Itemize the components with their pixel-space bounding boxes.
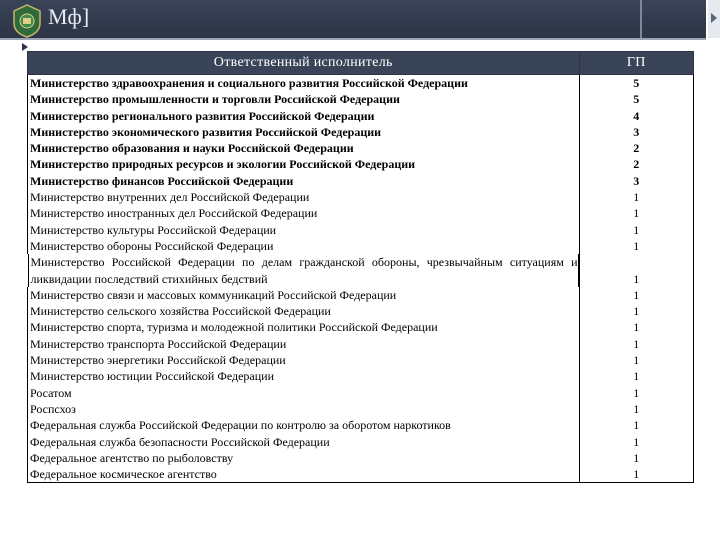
gp-count: 3 bbox=[579, 173, 694, 189]
responsible-name: Министерство спорта, туризма и молодежной политики Российской Федерации bbox=[28, 319, 580, 335]
responsible-name: Министерство здравоохранения и социального развития Российской Федерации bbox=[28, 75, 580, 92]
table-row bbox=[28, 466, 694, 483]
table-row bbox=[28, 124, 694, 140]
responsible-name: Министерство сельского хозяйства Российской Федерации bbox=[28, 303, 580, 319]
table-row bbox=[28, 140, 694, 156]
table-row bbox=[28, 303, 694, 319]
table-row bbox=[28, 189, 694, 205]
responsible-name: Министерство природных ресурсов и экологии Российской Федерации bbox=[28, 156, 580, 172]
gp-count: 2 bbox=[579, 140, 694, 156]
table-row bbox=[28, 352, 694, 368]
gp-count: 1 bbox=[579, 352, 694, 368]
header-bar bbox=[0, 0, 706, 40]
gp-count: 1 bbox=[579, 303, 694, 319]
responsible-name: Федеральная служба безопасности Российской Федерации bbox=[28, 434, 580, 450]
gp-count: 1 bbox=[579, 336, 694, 352]
responsible-name: Министерство культуры Российской Федерации bbox=[28, 222, 580, 238]
gp-count: 1 bbox=[579, 401, 694, 417]
gp-count: 1 bbox=[579, 434, 694, 450]
gp-count: 1 bbox=[579, 222, 694, 238]
responsible-name: Министерство Российской Федерации по делам гражданской обороны, чрезвычайным ситуациям и ликвидации последствий стихийных бедствий bbox=[28, 254, 579, 287]
table-row bbox=[28, 434, 694, 450]
gp-count: 1 bbox=[579, 385, 694, 401]
gp-count: 1 bbox=[579, 238, 694, 254]
responsible-name: Министерство финансов Российской Федерации bbox=[28, 173, 580, 189]
brand-title: Мф] bbox=[48, 4, 90, 29]
responsible-name: Министерство образования и науки Российской Федерации bbox=[28, 140, 580, 156]
gp-count: 1 bbox=[579, 205, 694, 221]
responsible-name: Министерство регионального развития Российской Федерации bbox=[28, 108, 580, 124]
table-row bbox=[28, 368, 694, 384]
responsible-name: Министерство иностранных дел Российской Федерации bbox=[28, 205, 580, 221]
table-row bbox=[28, 75, 694, 92]
table-row bbox=[28, 385, 694, 401]
gp-count: 5 bbox=[579, 75, 694, 92]
responsible-name: Федеральное агентство по рыболовству bbox=[28, 450, 580, 466]
gp-count: 1 bbox=[579, 417, 694, 433]
ministry-emblem-icon bbox=[10, 3, 44, 39]
table-row bbox=[28, 450, 694, 466]
responsible-name: Министерство транспорта Российской Федерации bbox=[28, 336, 580, 352]
gp-count: 1 bbox=[579, 466, 694, 483]
header-divider bbox=[640, 0, 642, 38]
responsible-name: Роспсхоз bbox=[28, 401, 580, 417]
gp-count: 1 bbox=[579, 287, 694, 303]
gp-count: 2 bbox=[579, 156, 694, 172]
table-row bbox=[28, 222, 694, 238]
gp-count: 1 bbox=[579, 319, 694, 335]
responsible-name: Министерство энергетики Российской Федерации bbox=[28, 352, 580, 368]
gp-count: 1 bbox=[579, 450, 694, 466]
gp-count: 4 bbox=[579, 108, 694, 124]
gp-count: 1 bbox=[579, 368, 694, 384]
bullet-arrow-icon bbox=[22, 43, 28, 51]
responsible-name: Министерство экономического развития Российской Федерации bbox=[28, 124, 580, 140]
gp-count: 1 bbox=[579, 189, 694, 205]
responsible-name: Министерство обороны Российской Федерации bbox=[28, 238, 580, 254]
responsible-name: Министерство связи и массовых коммуникаций Российской Федерации bbox=[28, 287, 580, 303]
gp-count: 1 bbox=[579, 254, 694, 287]
table-row bbox=[28, 91, 694, 107]
table-row bbox=[28, 336, 694, 352]
table-header-row bbox=[28, 52, 694, 75]
table-row bbox=[28, 238, 694, 254]
responsible-name: Министерство юстиции Российской Федерации bbox=[28, 368, 580, 384]
responsible-name: Федеральная служба Российской Федерации по контролю за оборотом наркотиков bbox=[28, 417, 580, 433]
table-row bbox=[28, 156, 694, 172]
table-row bbox=[28, 108, 694, 124]
gp-count: 3 bbox=[579, 124, 694, 140]
table-row bbox=[28, 287, 694, 303]
table-row bbox=[28, 319, 694, 335]
table-row bbox=[28, 205, 694, 221]
responsible-name: Министерство внутренних дел Российской Федерации bbox=[28, 189, 580, 205]
table-row bbox=[28, 417, 694, 433]
next-slide-icon[interactable] bbox=[708, 0, 720, 38]
responsibility-table bbox=[27, 51, 694, 483]
responsible-name: Росатом bbox=[28, 385, 580, 401]
table-row bbox=[28, 254, 694, 287]
column-header-responsible: Ответственный исполнитель bbox=[28, 52, 580, 75]
column-header-gp: ГП bbox=[579, 52, 694, 75]
gp-count: 5 bbox=[579, 91, 694, 107]
responsible-name: Федеральное космическое агентство bbox=[28, 466, 580, 483]
table-row bbox=[28, 173, 694, 189]
responsible-name: Министерство промышленности и торговли Российской Федерации bbox=[28, 91, 580, 107]
table-row bbox=[28, 401, 694, 417]
